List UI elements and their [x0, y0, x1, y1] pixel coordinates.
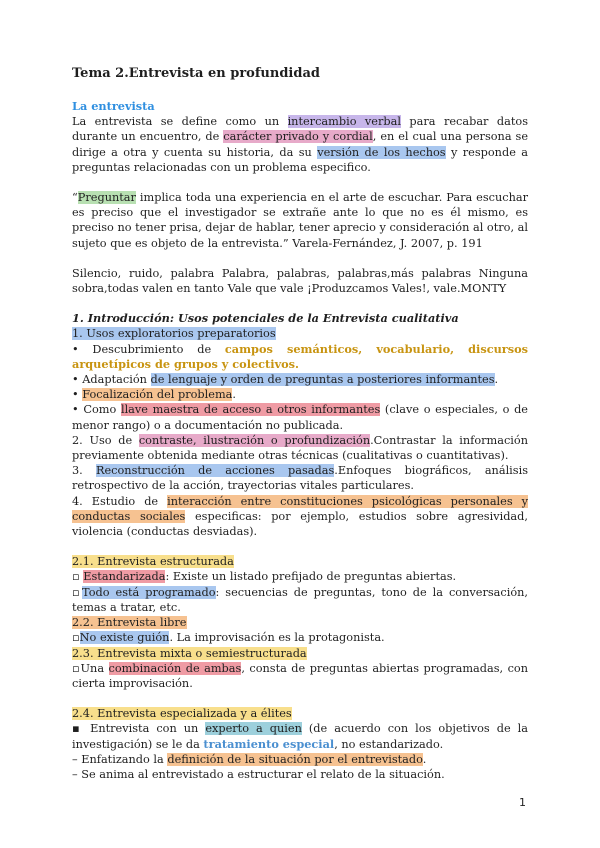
text: , en el cual una persona se dirige a otra y cuenta su historia, da su — [72, 130, 529, 159]
highlight: Todo está programado — [82, 585, 216, 599]
highlight: Preguntar — [77, 191, 136, 205]
text: La entrevista se define como un — [72, 115, 288, 129]
list-item — [72, 433, 528, 463]
text: . — [232, 388, 236, 402]
highlight: 1. Usos exploratorios preparatorios — [72, 327, 276, 341]
highlight: 2.1. Entrevista estructurada — [72, 555, 234, 569]
list-item — [72, 387, 528, 402]
document-page — [72, 66, 528, 782]
highlight: definición de la situación por el entrevistado — [167, 752, 423, 766]
list-item — [72, 326, 528, 341]
text: para recabar datos durante un encuentro, de — [72, 115, 528, 144]
list-item — [72, 372, 528, 387]
highlight: interacción entre constituciones psicológicas personales y conductas sociales — [72, 494, 528, 523]
text: – Enfatizando la — [72, 752, 168, 766]
text: ▫Una — [72, 661, 109, 675]
quote-paragraph — [72, 190, 528, 251]
list-item — [72, 402, 528, 432]
text: .Contrastar la información previamente obtenida mediante otras técnicas (cualitativas o cuantitativas). — [72, 433, 528, 463]
list-item: – Se anima al entrevistado a estructurar el relato de la situación. — [72, 767, 445, 781]
highlight: combinación de ambas — [108, 661, 242, 675]
list-item — [72, 661, 528, 691]
list-item — [72, 752, 528, 767]
text: especificas: por ejemplo, estudios sobre agresividad, violencia (conductas desviadas). — [72, 509, 528, 539]
text: implica toda una experiencia en el arte de escuchar. Para escuchar es preciso que el investigador se extrañe ante lo que no es él mismo, es preciso no tener prisa, dejar de hablar, tener aprecio y consideración al otro, al sujeto que es objeto de la entrevista.” Varela-Fernández, J. 2007, p. 191 — [72, 191, 528, 250]
text: : Existe un listado prefijado de preguntas abiertas. — [165, 570, 457, 584]
page-title: Tema 2.Entrevista en profundidad — [72, 66, 320, 81]
text: • Adaptación — [72, 373, 151, 387]
highlight: 2.2. Entrevista libre — [72, 616, 187, 630]
list-item — [72, 585, 528, 615]
highlight: 2.4. Entrevista especializada y a élites — [72, 707, 292, 721]
page-number: 1 — [519, 796, 526, 809]
poem-paragraph: Silencio, ruido, palabra Palabra, palabras, palabras,más palabras Ninguna sobra,todas valen en tanto Vale que vale ¡Produzcamos Vales!, vale.MONTY — [72, 266, 528, 296]
text: 3. — [72, 464, 96, 478]
highlight: intercambio verbal — [287, 115, 401, 129]
text: . — [494, 373, 499, 387]
list-item — [72, 721, 528, 751]
emphasis-text: tratamiento especial — [203, 736, 335, 751]
text: . — [422, 752, 427, 766]
highlight: carácter privado y cordial — [223, 130, 373, 144]
text: .Enfoques biográficos, análisis retrospectivo de la acción, trayectorias vitales particulares. — [72, 464, 529, 493]
highlight: Estandarizada — [83, 570, 166, 584]
highlight: No existe guión — [79, 631, 170, 645]
highlight: de lenguaje y orden de preguntas a posteriores informantes — [150, 373, 495, 387]
section-heading-introduccion: 1. Introducción: Usos potenciales de la Entrevista cualitativa — [72, 311, 459, 326]
subsection-heading — [72, 706, 528, 721]
list-item — [72, 342, 528, 372]
text: 4. Estudio de — [72, 494, 168, 508]
text: (clave o especiales, o de menor rango) o a documentación no publicada. — [72, 403, 528, 432]
text: : secuencias de preguntas, tono de la conversación, temas a tratar, etc. — [72, 585, 528, 614]
definition-paragraph — [72, 114, 528, 175]
highlight: contraste, ilustración o profundización — [138, 433, 371, 447]
text: , consta de preguntas abiertas programadas, con cierta improvisación. — [72, 661, 528, 690]
subsection-heading — [72, 646, 528, 661]
text: ▫ — [72, 585, 83, 599]
highlight: 2.3. Entrevista mixta o semiestructurada — [72, 646, 307, 660]
highlight: experto a quien — [205, 722, 302, 736]
section-heading-entrevista: La entrevista — [72, 99, 155, 113]
list-item — [72, 630, 528, 645]
text: • Como — [72, 403, 121, 417]
text: • — [72, 388, 83, 402]
text: (de acuerdo con los objetivos de la investigación) se le da — [72, 722, 528, 751]
highlight: versión de los hechos — [317, 145, 446, 159]
highlight: Focalización del problema — [82, 388, 233, 402]
highlight: llave maestra de acceso a otros informantes — [120, 403, 381, 417]
text: “ — [72, 191, 78, 205]
emphasis-text: campos semánticos, vocabulario, discursos arquetípicos de grupos y colectivos. — [72, 341, 529, 371]
list-item — [72, 494, 528, 540]
text: ▪ Entrevista con un — [72, 722, 206, 736]
subsection-heading — [72, 615, 528, 630]
text: ▫ — [72, 570, 84, 584]
text: y responde a preguntas relacionadas con un problema especifico. — [72, 145, 528, 174]
list-item — [72, 569, 528, 584]
text: ▫ — [72, 631, 80, 645]
subsection-heading — [72, 554, 528, 569]
text: 2. Uso de — [72, 433, 139, 447]
list-item — [72, 463, 528, 493]
text: • Descubrimiento de — [72, 342, 225, 356]
text: , no estandarizado. — [334, 737, 444, 751]
highlight: Reconstrucción de acciones pasadas — [95, 464, 335, 478]
text: . La improvisación es la protagonista. — [169, 631, 385, 645]
